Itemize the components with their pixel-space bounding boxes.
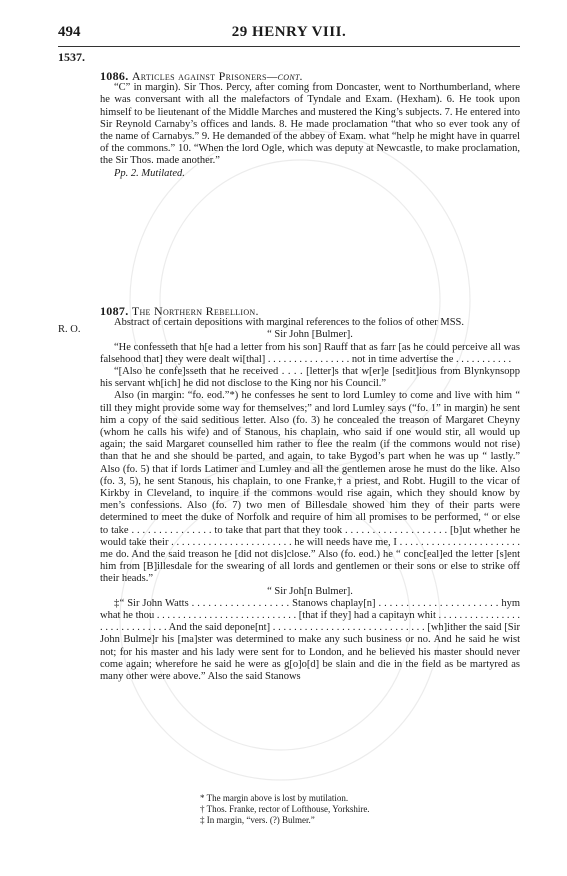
footnote: * The margin above is lost by mutilation. (200, 793, 349, 803)
entry-1086-title-suffix: —cont. (266, 69, 304, 83)
margin-reference: R. O. (58, 324, 81, 335)
subheading-bulmer-1: “ Sir John [Bulmer]. (267, 329, 353, 341)
entry-1087-intro: Abstract of certain depositions with marginal references to the folios of other MSS. (114, 317, 465, 329)
subheading-bulmer-2: “ Sir Joh[n Bulmer]. (267, 585, 353, 597)
page-number: 494 (58, 24, 81, 40)
footnote: † Thos. Franke, rector of Lofthouse, Yorkshire. (200, 804, 370, 814)
deposition-paragraph: ‡“ Sir John Watts . . . . . . . . . . . . . . . . . . Stanows chaplay[n] . . . . . . . . . . . . . . . . . . . . . . hym what he thou . . . . . . . . . . . . . . . . . . . . . . . . . . . [that if they] had a capitayn whit . . . . . . . . . . . . . . . . . . . . . . . . . . . . . And the said depone[nt] . . . . . . . . . . . . . . . . . . . . . . . . . . . . . [wh]ither the said [Sir John Bulme]r his [ma]ster was determined to make any such business or no. And he said he wist not; for his master and his lady were sent for to London, and he believed his master should never come again; wherefore he said he were as g[o]o[d] be slain and die in the field as be martyred as many other were above.” Also the said Stanows (100, 597, 520, 683)
deposition-paragraph: “[Also he confe]sseth that he received . . . . [letter]s that w[er]e [sedit]ious from Blynkynsopp his servant wh[ich] he did not disclose to the King nor his Council.” (100, 366, 520, 390)
deposition-paragraph: “He confesseth that h[e had a letter from his son] Rauff that as farr [as he could perceive all was falsehood that] they were dealt wi[thal] . . . . . . . . . . . . . . . . not in time advertise the . . . . . . . . . . . (100, 341, 520, 365)
running-title: 29 HENRY VIII. (231, 24, 347, 40)
footnotes (200, 793, 520, 826)
entry-1086-title: Articles against Prisoners (131, 69, 267, 83)
year-marker: 1537. (58, 50, 85, 64)
footnote: ‡ In margin, “vers. (?) Bulmer.” (200, 815, 315, 825)
entry-1086-heading (100, 70, 520, 82)
deposition-paragraph: Also (in margin: “fo. eod.”*) he confesses he sent to lord Lumley to come and live with him “ till they might provide some way for themselves;” and lord Lumley says (“fo. 1” in margin) he sent him a copy of the said seditious letter. Also (fo. 3) he concealed the treason of Margaret Cheyny (whom he calls his wife) and of Stanous, his chaplain, who said if one would stir, all would up again; the said Margaret counselled him rather to flee the realm (if the commons would not rise) than that he and she should be parted, and again, to take Bygod’s part when he was up “ lastly.” Also (fo. 5) that if lords Latimer and Lumley and all the gentlemen arose he must do the like. Also (fo. 3, 5), he sent Stanous, his chaplain, to one Franke,† a priest, and Robt. Hugill to the vicar of Kirkby in Cleveland, to inquire if the commons would rise again, which they should know by men’s confessions. Also (fo. 7) two men of Billesdale showed him they of their parts were determined to meet the duke of Norfolk and require of him all promises to be performed, “ or else to take . . . . . . . . . . . . . . . to take that part that they took . . . . . . . . . . . . . . . . . . . [b]ut whether he would take their . . . . . . . . . . . . . . . . . . . . . . . he will needs have me, I . . . . . . . . . . . . . . . . . . . . . . . me do. And the said treason he [did not dis]close.” Also (fo. eod.) he “ conc[eal]ed the letter [s]ent him from [B]illesdale for the swearing of all lords and gentlemen or their sons or else to strike off their heads.” (100, 390, 520, 585)
entry-1086-pages-note: Pp. 2. Mutilated. (114, 167, 185, 179)
entry-1087-title: The Northern Rebellion. (131, 304, 259, 318)
entry-1086-paragraph: “C” in margin). Sir Thos. Percy, after coming from Doncaster, went to Northumberland, where he was conversant with all the malefactors of Tyndale and Exam. (Hexham). 6. He took upon himself to be lieutenant of the Middle Marches and mustered the King’s subjects. 7. He entered into Sir Reynold Carnaby’s offices and lands. 8. He made proclamation “that who so ever took any of the name of Carnabys.” 9. He demanded of the abbey of Exam. what “help he might have in quarrel of the commons.” 10. “When the lord Ogle, which was deputy at Newcastle, to make proclamation, the Sir Thos. made another.” (100, 82, 520, 167)
entry-1087 (100, 305, 520, 683)
entry-1087-number: 1087. (100, 304, 129, 318)
page-header (58, 24, 520, 46)
entry-1086 (100, 70, 520, 180)
entry-1087-heading (100, 305, 520, 317)
header-rule (58, 46, 520, 47)
entry-1086-number: 1086. (100, 69, 129, 83)
